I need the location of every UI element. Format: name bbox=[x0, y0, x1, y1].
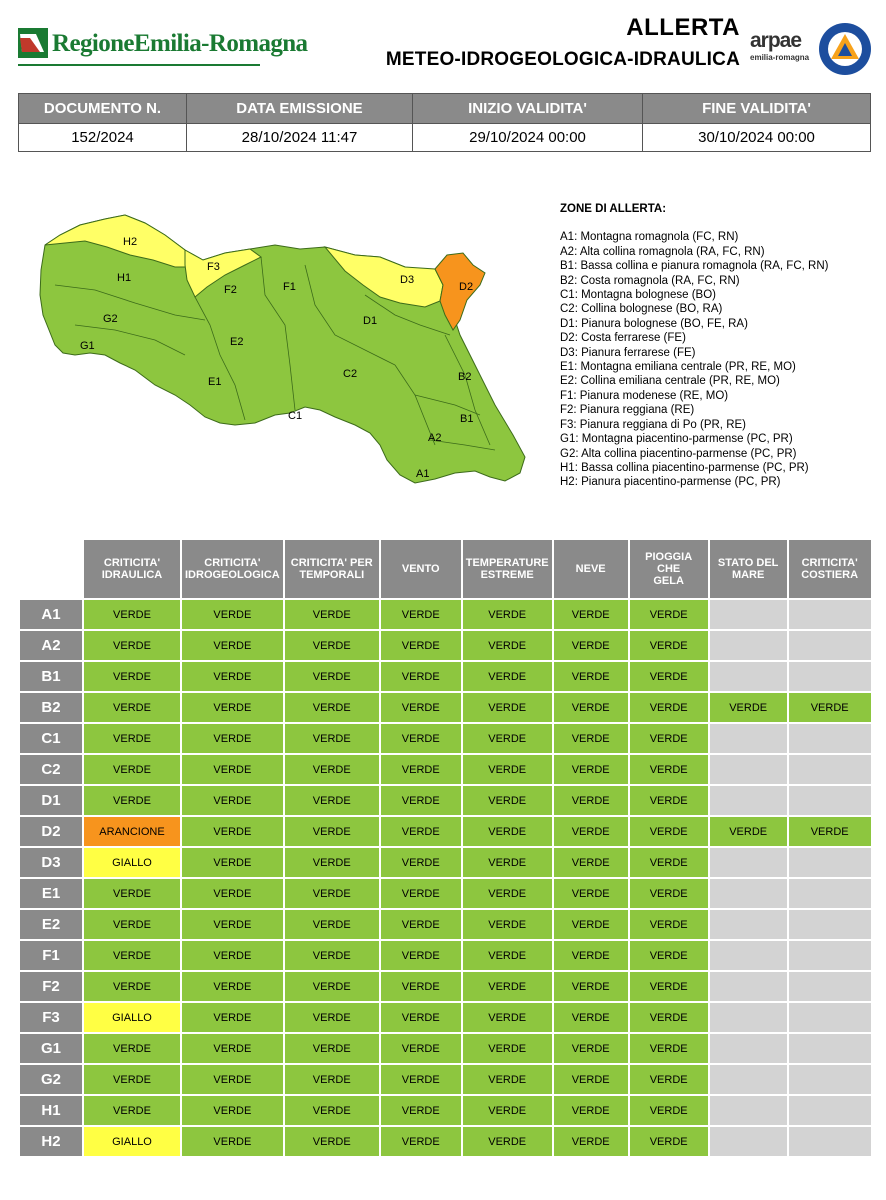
protezione-civile-logo-icon bbox=[818, 22, 872, 76]
alert-level-cell: VERDE bbox=[463, 910, 552, 939]
alert-level-cell: VERDE bbox=[84, 941, 180, 970]
alert-level-cell: VERDE bbox=[182, 662, 283, 691]
map-label: A1 bbox=[416, 468, 430, 480]
alert-level-cell: VERDE bbox=[84, 724, 180, 753]
zone-label: F1 bbox=[20, 941, 82, 970]
legend-item: F2: Pianura reggiana (RE) bbox=[560, 404, 695, 417]
column-header-line: CRITICITA' bbox=[204, 557, 261, 569]
legend-item: B2: Costa romagnola (RA, FC, RN) bbox=[560, 274, 740, 287]
column-header-line: STATO DEL bbox=[717, 557, 779, 569]
map-label: F2 bbox=[224, 284, 237, 296]
empty-cell bbox=[710, 631, 787, 660]
empty-cell bbox=[710, 600, 787, 629]
column-header bbox=[789, 540, 871, 598]
table-row bbox=[20, 693, 871, 722]
column-header-line: NEVE bbox=[575, 563, 606, 575]
alert-level-cell: VERDE bbox=[463, 662, 552, 691]
arpae-subtitle: emilia-romagna bbox=[750, 53, 810, 62]
empty-cell bbox=[789, 631, 871, 660]
alert-level-cell: VERDE bbox=[285, 972, 379, 1001]
alert-level-cell: GIALLO bbox=[84, 848, 180, 877]
empty-cell bbox=[789, 1034, 871, 1063]
table-row bbox=[20, 786, 871, 815]
empty-cell bbox=[789, 941, 871, 970]
alert-level-cell: VERDE bbox=[84, 786, 180, 815]
alert-level-cell: VERDE bbox=[710, 817, 787, 846]
alert-level-cell: VERDE bbox=[630, 600, 708, 629]
column-header-line: CRITICITA' bbox=[801, 557, 858, 569]
alert-level-cell: VERDE bbox=[463, 693, 552, 722]
column-header bbox=[182, 540, 283, 598]
page-title: ALLERTA bbox=[626, 14, 740, 41]
table-row bbox=[20, 724, 871, 753]
alert-level-cell: VERDE bbox=[630, 693, 708, 722]
alert-level-cell: VERDE bbox=[710, 693, 787, 722]
alert-level-cell: VERDE bbox=[285, 910, 379, 939]
column-header-line: TEMPERATURE bbox=[465, 557, 549, 569]
alert-level-cell: VERDE bbox=[182, 786, 283, 815]
alert-level-cell: VERDE bbox=[285, 786, 379, 815]
alert-level-cell: VERDE bbox=[182, 910, 283, 939]
alert-level-cell: VERDE bbox=[285, 1034, 379, 1063]
region-flag-icon bbox=[18, 28, 48, 58]
alert-level-cell: VERDE bbox=[381, 941, 461, 970]
map-label: B2 bbox=[458, 371, 472, 383]
alert-level-cell: VERDE bbox=[285, 1003, 379, 1032]
alert-level-cell: VERDE bbox=[554, 972, 628, 1001]
alert-level-cell: VERDE bbox=[84, 1034, 180, 1063]
map-label: H1 bbox=[117, 272, 132, 284]
table-row bbox=[20, 879, 871, 908]
table-row bbox=[20, 1127, 871, 1156]
empty-cell bbox=[710, 1096, 787, 1125]
empty-cell bbox=[789, 910, 871, 939]
alert-level-cell: VERDE bbox=[463, 600, 552, 629]
zone-label: F2 bbox=[20, 972, 82, 1001]
alert-level-cell: VERDE bbox=[381, 1127, 461, 1156]
alert-level-cell: VERDE bbox=[381, 1034, 461, 1063]
alert-level-cell: VERDE bbox=[182, 693, 283, 722]
alert-level-cell: VERDE bbox=[630, 817, 708, 846]
alert-level-cell: ARANCIONE bbox=[84, 817, 180, 846]
empty-cell bbox=[710, 786, 787, 815]
alert-level-cell: VERDE bbox=[554, 879, 628, 908]
legend-item: D1: Pianura bolognese (BO, FE, RA) bbox=[560, 317, 748, 330]
alert-level-cell: VERDE bbox=[285, 848, 379, 877]
alert-level-cell: VERDE bbox=[630, 662, 708, 691]
empty-cell bbox=[710, 972, 787, 1001]
alert-level-cell: VERDE bbox=[84, 1065, 180, 1094]
alert-level-cell: VERDE bbox=[630, 910, 708, 939]
alert-level-cell: VERDE bbox=[285, 693, 379, 722]
alert-level-cell: VERDE bbox=[554, 631, 628, 660]
alert-level-cell: VERDE bbox=[381, 1065, 461, 1094]
map-label: H2 bbox=[123, 236, 138, 248]
alert-level-cell: VERDE bbox=[285, 600, 379, 629]
alert-level-cell: VERDE bbox=[630, 941, 708, 970]
alert-level-cell: VERDE bbox=[463, 817, 552, 846]
legend-item: H1: Bassa collina piacentino-parmense (PC, PR) bbox=[560, 461, 809, 474]
empty-cell bbox=[710, 755, 787, 784]
map-label: B1 bbox=[460, 413, 474, 425]
alert-level-cell: VERDE bbox=[630, 786, 708, 815]
column-header-line: GELA bbox=[653, 575, 684, 587]
column-header bbox=[463, 540, 552, 598]
alert-level-cell: VERDE bbox=[381, 972, 461, 1001]
alert-level-cell: VERDE bbox=[463, 848, 552, 877]
zone-label: E2 bbox=[20, 910, 82, 939]
zone-label: B1 bbox=[20, 662, 82, 691]
alert-level-cell: VERDE bbox=[554, 755, 628, 784]
zone-label: D1 bbox=[20, 786, 82, 815]
legend-item: G2: Alta collina piacentino-parmense (PC, PR) bbox=[560, 447, 797, 460]
legend-item: D2: Costa ferrarese (FE) bbox=[560, 332, 686, 345]
alert-level-cell: VERDE bbox=[463, 1034, 552, 1063]
alert-level-cell: VERDE bbox=[182, 600, 283, 629]
validity-start: 29/10/2024 00:00 bbox=[413, 124, 643, 152]
map-label: C2 bbox=[343, 368, 358, 380]
alert-level-cell: VERDE bbox=[285, 817, 379, 846]
alert-level-cell: VERDE bbox=[84, 1096, 180, 1125]
legend-item: A1: Montagna romagnola (FC, RN) bbox=[560, 231, 739, 244]
alert-level-cell: VERDE bbox=[182, 724, 283, 753]
legend-item: F1: Pianura modenese (RE, MO) bbox=[560, 389, 729, 402]
alert-level-cell: VERDE bbox=[463, 631, 552, 660]
empty-cell bbox=[789, 786, 871, 815]
alert-level-cell: VERDE bbox=[554, 910, 628, 939]
alert-level-cell: VERDE bbox=[463, 941, 552, 970]
zone-label: D3 bbox=[20, 848, 82, 877]
table-row bbox=[20, 972, 871, 1001]
validity-end: 30/10/2024 00:00 bbox=[643, 124, 871, 152]
empty-cell bbox=[789, 755, 871, 784]
legend-item: F3: Pianura reggiana di Po (PR, RE) bbox=[560, 418, 747, 431]
empty-cell bbox=[710, 724, 787, 753]
legend-list bbox=[560, 230, 880, 489]
legend-item: C1: Montagna bolognese (BO) bbox=[560, 289, 716, 302]
alert-level-cell: VERDE bbox=[381, 910, 461, 939]
document-number: 152/2024 bbox=[19, 124, 187, 152]
empty-cell bbox=[789, 600, 871, 629]
zone-label: D2 bbox=[20, 817, 82, 846]
column-header-line: IDRAULICA bbox=[101, 569, 163, 581]
zone-label: E1 bbox=[20, 879, 82, 908]
column-header bbox=[285, 540, 379, 598]
alert-level-cell: VERDE bbox=[630, 879, 708, 908]
column-header-line: ESTREME bbox=[480, 569, 534, 581]
alert-level-cell: VERDE bbox=[84, 972, 180, 1001]
map-label: C1 bbox=[288, 410, 303, 422]
zone-label: C2 bbox=[20, 755, 82, 784]
zone-label: G1 bbox=[20, 1034, 82, 1063]
column-header-line: TEMPORALI bbox=[299, 569, 365, 581]
map-label: F3 bbox=[207, 261, 220, 273]
empty-cell bbox=[710, 1034, 787, 1063]
legend-item: B1: Bassa collina e pianura romagnola (RA, FC, RN) bbox=[560, 260, 829, 273]
alert-level-cell: VERDE bbox=[554, 848, 628, 877]
map-label: D3 bbox=[400, 274, 415, 286]
arpae-wordmark: arpae bbox=[750, 29, 802, 52]
legend-title: ZONE DI ALLERTA: bbox=[560, 203, 667, 215]
table-row bbox=[20, 848, 871, 877]
alert-level-cell: GIALLO bbox=[84, 1003, 180, 1032]
empty-cell bbox=[789, 1003, 871, 1032]
column-header-line: IDROGEOLOGICA bbox=[185, 569, 280, 581]
zone-legend bbox=[560, 202, 880, 490]
column-header-line: COSTIERA bbox=[801, 569, 859, 581]
alert-level-cell: VERDE bbox=[381, 693, 461, 722]
legend-item: G1: Montagna piacentino-parmense (PC, PR) bbox=[560, 433, 793, 446]
table-row bbox=[20, 631, 871, 660]
alert-level-cell: VERDE bbox=[182, 972, 283, 1001]
alert-level-cell: VERDE bbox=[463, 972, 552, 1001]
empty-cell bbox=[789, 879, 871, 908]
empty-cell bbox=[710, 879, 787, 908]
alert-level-cell: VERDE bbox=[554, 693, 628, 722]
alert-level-cell: VERDE bbox=[554, 786, 628, 815]
alert-level-cell: VERDE bbox=[789, 693, 871, 722]
alert-level-cell: VERDE bbox=[630, 724, 708, 753]
table-row bbox=[20, 1096, 871, 1125]
table-row bbox=[20, 910, 871, 939]
alert-level-cell: VERDE bbox=[285, 1096, 379, 1125]
legend-item: E1: Montagna emiliana centrale (PR, RE, MO) bbox=[560, 361, 796, 374]
alert-level-cell: VERDE bbox=[381, 879, 461, 908]
alert-level-cell: VERDE bbox=[463, 755, 552, 784]
alert-level-cell: VERDE bbox=[84, 910, 180, 939]
alert-level-cell: VERDE bbox=[285, 631, 379, 660]
empty-cell bbox=[710, 1065, 787, 1094]
doc-header-cell: DOCUMENTO N. bbox=[19, 94, 187, 124]
legend-item: E2: Collina emiliana centrale (PR, RE, MO) bbox=[560, 375, 780, 388]
alert-level-cell: VERDE bbox=[84, 662, 180, 691]
alert-level-cell: GIALLO bbox=[84, 1127, 180, 1156]
column-header bbox=[554, 540, 628, 598]
alert-level-cell: VERDE bbox=[182, 879, 283, 908]
alert-level-cell: VERDE bbox=[381, 786, 461, 815]
regione-emilia-romagna-logo bbox=[18, 28, 308, 73]
empty-cell bbox=[710, 941, 787, 970]
empty-cell bbox=[710, 1127, 787, 1156]
document-info-table bbox=[18, 93, 871, 152]
map-label: G2 bbox=[103, 313, 118, 325]
doc-header-cell: FINE VALIDITA' bbox=[643, 94, 871, 124]
map-label: A2 bbox=[428, 432, 442, 444]
alert-level-cell: VERDE bbox=[381, 724, 461, 753]
alert-level-cell: VERDE bbox=[84, 631, 180, 660]
alert-level-cell: VERDE bbox=[84, 600, 180, 629]
logo-underline bbox=[18, 64, 260, 66]
alert-level-cell: VERDE bbox=[554, 941, 628, 970]
zone-label: B2 bbox=[20, 693, 82, 722]
alert-level-cell: VERDE bbox=[554, 1034, 628, 1063]
table-row bbox=[20, 817, 871, 846]
alert-level-cell: VERDE bbox=[285, 1065, 379, 1094]
zone-label: F3 bbox=[20, 1003, 82, 1032]
empty-cell bbox=[789, 848, 871, 877]
alert-level-cell: VERDE bbox=[463, 786, 552, 815]
alert-level-cell: VERDE bbox=[463, 1003, 552, 1032]
arpae-logo bbox=[750, 30, 812, 70]
alert-level-cell: VERDE bbox=[554, 1096, 628, 1125]
document-info-header-row bbox=[19, 94, 871, 124]
alert-level-cell: VERDE bbox=[285, 755, 379, 784]
map-label: D2 bbox=[459, 281, 474, 293]
region-name: RegioneEmilia-Romagna bbox=[52, 30, 308, 57]
alert-level-cell: VERDE bbox=[554, 724, 628, 753]
alert-table-header-row bbox=[20, 540, 871, 598]
map-label: G1 bbox=[80, 340, 95, 352]
header-corner bbox=[20, 540, 82, 598]
alert-level-cell: VERDE bbox=[630, 631, 708, 660]
zone-label: G2 bbox=[20, 1065, 82, 1094]
empty-cell bbox=[710, 662, 787, 691]
alert-level-cell: VERDE bbox=[463, 1065, 552, 1094]
alert-level-cell: VERDE bbox=[381, 1003, 461, 1032]
alert-level-cell: VERDE bbox=[84, 693, 180, 722]
alert-level-cell: VERDE bbox=[182, 848, 283, 877]
alert-level-cell: VERDE bbox=[381, 662, 461, 691]
column-header bbox=[630, 540, 708, 598]
map-label: F1 bbox=[283, 281, 296, 293]
document-info-value-row bbox=[19, 124, 871, 152]
legend-item: A2: Alta collina romagnola (RA, FC, RN) bbox=[560, 245, 765, 258]
alert-level-cell: VERDE bbox=[182, 1127, 283, 1156]
alert-level-cell: VERDE bbox=[285, 1127, 379, 1156]
empty-cell bbox=[789, 724, 871, 753]
table-row bbox=[20, 1065, 871, 1094]
alert-level-cell: VERDE bbox=[630, 1003, 708, 1032]
table-row bbox=[20, 755, 871, 784]
alert-level-cell: VERDE bbox=[630, 972, 708, 1001]
map-label: D1 bbox=[363, 315, 378, 327]
legend-item: H2: Pianura piacentino-parmense (PC, PR) bbox=[560, 476, 781, 489]
column-header bbox=[710, 540, 787, 598]
doc-header-cell: DATA EMISSIONE bbox=[187, 94, 413, 124]
map-label: E2 bbox=[230, 336, 244, 348]
alert-level-cell: VERDE bbox=[630, 848, 708, 877]
zone-label: A1 bbox=[20, 600, 82, 629]
zone-label: H2 bbox=[20, 1127, 82, 1156]
legend-item: D3: Pianura ferrarese (FE) bbox=[560, 346, 696, 359]
alert-level-cell: VERDE bbox=[789, 817, 871, 846]
column-header-line: CRITICITA' PER bbox=[290, 557, 373, 569]
alert-level-cell: VERDE bbox=[182, 1096, 283, 1125]
empty-cell bbox=[789, 1127, 871, 1156]
alert-level-cell: VERDE bbox=[182, 941, 283, 970]
alert-level-cell: VERDE bbox=[381, 817, 461, 846]
alert-level-cell: VERDE bbox=[463, 724, 552, 753]
column-header bbox=[381, 540, 461, 598]
alert-level-cell: VERDE bbox=[84, 879, 180, 908]
alert-level-cell: VERDE bbox=[630, 1096, 708, 1125]
table-row bbox=[20, 1034, 871, 1063]
alert-level-cell: VERDE bbox=[381, 600, 461, 629]
zone-label: C1 bbox=[20, 724, 82, 753]
alert-level-cell: VERDE bbox=[554, 817, 628, 846]
empty-cell bbox=[789, 1096, 871, 1125]
alert-level-cell: VERDE bbox=[554, 600, 628, 629]
alert-level-cell: VERDE bbox=[463, 879, 552, 908]
alert-level-cell: VERDE bbox=[554, 662, 628, 691]
alert-level-cell: VERDE bbox=[182, 817, 283, 846]
alert-level-cell: VERDE bbox=[630, 1034, 708, 1063]
alert-level-cell: VERDE bbox=[554, 1003, 628, 1032]
alert-level-cell: VERDE bbox=[84, 755, 180, 784]
alert-level-cell: VERDE bbox=[554, 1065, 628, 1094]
empty-cell bbox=[789, 662, 871, 691]
zone-label: A2 bbox=[20, 631, 82, 660]
column-header-line: MARE bbox=[731, 569, 765, 581]
page-subtitle: METEO-IDROGEOLOGICA-IDRAULICA bbox=[385, 49, 740, 70]
empty-cell bbox=[789, 1065, 871, 1094]
column-header bbox=[84, 540, 180, 598]
alert-level-cell: VERDE bbox=[182, 1065, 283, 1094]
zone-label: H1 bbox=[20, 1096, 82, 1125]
alert-level-cell: VERDE bbox=[630, 755, 708, 784]
table-row bbox=[20, 941, 871, 970]
alert-level-cell: VERDE bbox=[381, 631, 461, 660]
alert-level-cell: VERDE bbox=[285, 941, 379, 970]
alert-level-cell: VERDE bbox=[182, 1034, 283, 1063]
alert-level-cell: VERDE bbox=[182, 631, 283, 660]
alert-level-cell: VERDE bbox=[381, 1096, 461, 1125]
alert-level-cell: VERDE bbox=[182, 1003, 283, 1032]
alert-table bbox=[18, 538, 873, 1158]
alert-level-cell: VERDE bbox=[554, 1127, 628, 1156]
legend-item: C2: Collina bolognese (BO, RA) bbox=[560, 303, 723, 316]
alert-level-cell: VERDE bbox=[463, 1127, 552, 1156]
column-header-line: VENTO bbox=[401, 563, 440, 575]
alert-level-cell: VERDE bbox=[285, 879, 379, 908]
alert-zones-map bbox=[35, 205, 545, 495]
alert-level-cell: VERDE bbox=[630, 1127, 708, 1156]
alert-level-cell: VERDE bbox=[463, 1096, 552, 1125]
column-header-line: PIOGGIA CHE bbox=[645, 551, 693, 575]
empty-cell bbox=[710, 1003, 787, 1032]
column-header-line: CRITICITA' bbox=[103, 557, 161, 569]
table-row bbox=[20, 1003, 871, 1032]
table-row bbox=[20, 600, 871, 629]
alert-level-cell: VERDE bbox=[381, 848, 461, 877]
table-row bbox=[20, 662, 871, 691]
alert-level-cell: VERDE bbox=[285, 724, 379, 753]
doc-header-cell: INIZIO VALIDITA' bbox=[413, 94, 643, 124]
alert-level-cell: VERDE bbox=[630, 1065, 708, 1094]
map-label: E1 bbox=[208, 376, 222, 388]
alert-level-cell: VERDE bbox=[381, 755, 461, 784]
emission-date: 28/10/2024 11:47 bbox=[187, 124, 413, 152]
alert-level-cell: VERDE bbox=[182, 755, 283, 784]
empty-cell bbox=[710, 848, 787, 877]
alert-level-cell: VERDE bbox=[285, 662, 379, 691]
empty-cell bbox=[789, 972, 871, 1001]
empty-cell bbox=[710, 910, 787, 939]
